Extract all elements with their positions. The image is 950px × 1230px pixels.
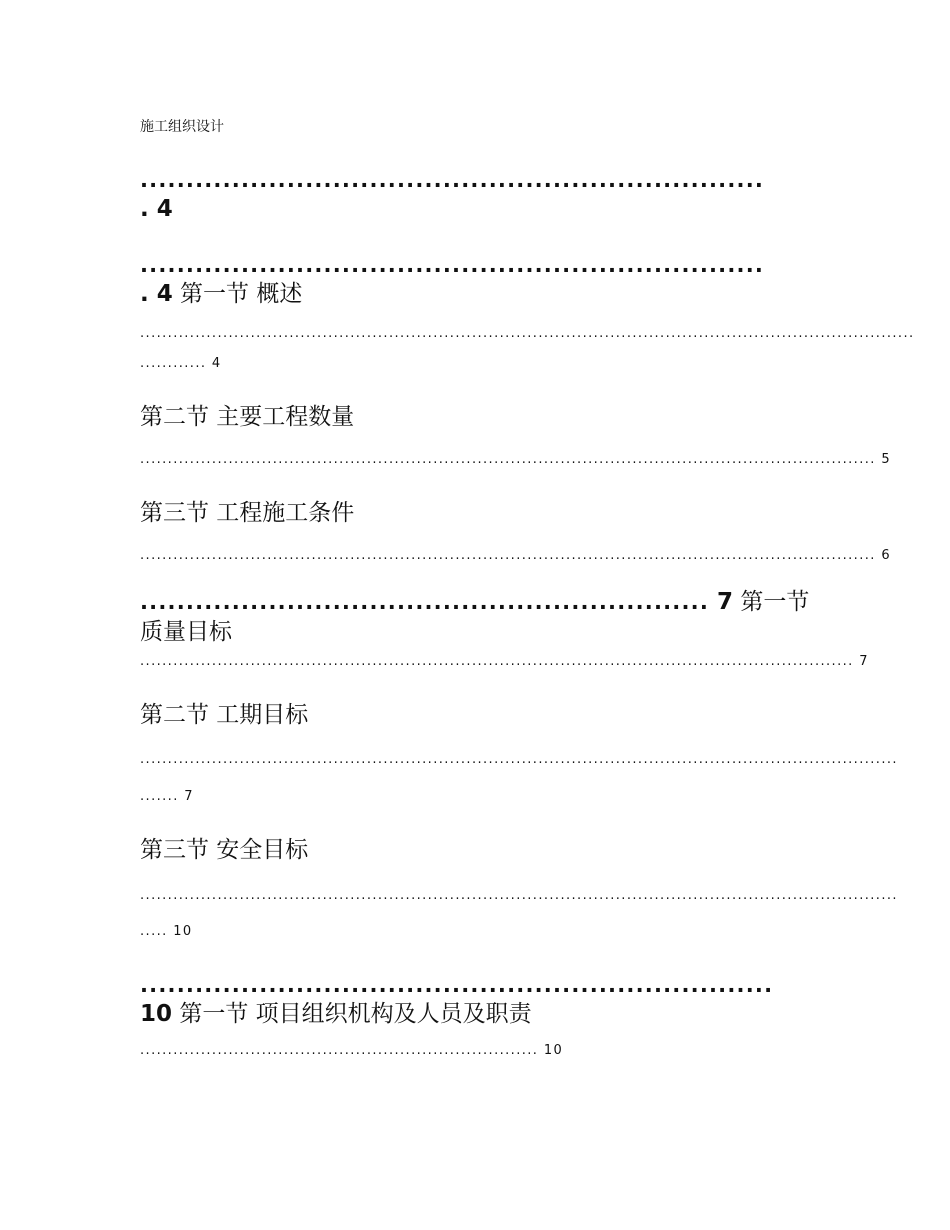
toc-leader-dots: ......................................................................................................................................... [140,752,898,767]
toc-leader-dots-with-page: ..................................................................................................................................... 6 [140,548,892,563]
toc-entry-title: 质量目标 [140,619,232,645]
toc-entry-quality-target [140,586,809,618]
toc-entry-overview [140,278,302,310]
toc-page-number-bold: . 4 [140,196,173,222]
toc-entry-title: 第三节 工程施工条件 [140,500,355,526]
toc-page-number: ............ 4 [140,356,222,371]
toc-entry-title: 第一节 概述 [172,281,303,307]
toc-page-number-bold: 10 [140,1001,173,1027]
toc-leader-dots-with-page: ................................................................................................................................. 7 [140,654,869,669]
toc-entry-project-organization [140,998,532,1030]
toc-leader-dots: ............................................................................................................................................ [140,326,915,341]
toc-leader-dots: .............................................................. [140,590,710,614]
toc-page-number: ..... 10 [140,924,193,939]
toc-entry-title: 第一节 项目组织机构及人员及职责 [172,1001,532,1027]
toc-leader-dots: .................................................................... [140,253,765,277]
toc-entry-title: 第二节 工期目标 [140,702,309,728]
toc-leader-dots: ......................................................................................................................................... [140,888,898,903]
document-header-title: 施工组织设计 [140,119,224,135]
toc-leader-dots-with-page: ........................................................................ 10 [140,1043,564,1058]
toc-entry-title: 第一节 [733,589,810,615]
toc-page-number [140,193,173,225]
toc-leader-dots: .................................................................... [140,168,765,192]
toc-leader-dots-with-page: ..................................................................................................................................... 5 [140,452,892,467]
toc-entry-title: 第二节 主要工程数量 [140,404,355,430]
toc-leader-dots: ..................................................................... [140,973,774,997]
toc-entry-title: 第三节 安全目标 [140,837,309,863]
toc-page-number-bold: 7 [709,589,734,615]
toc-page-number: ....... 7 [140,789,194,804]
toc-page-number-bold: . 4 [140,281,173,307]
